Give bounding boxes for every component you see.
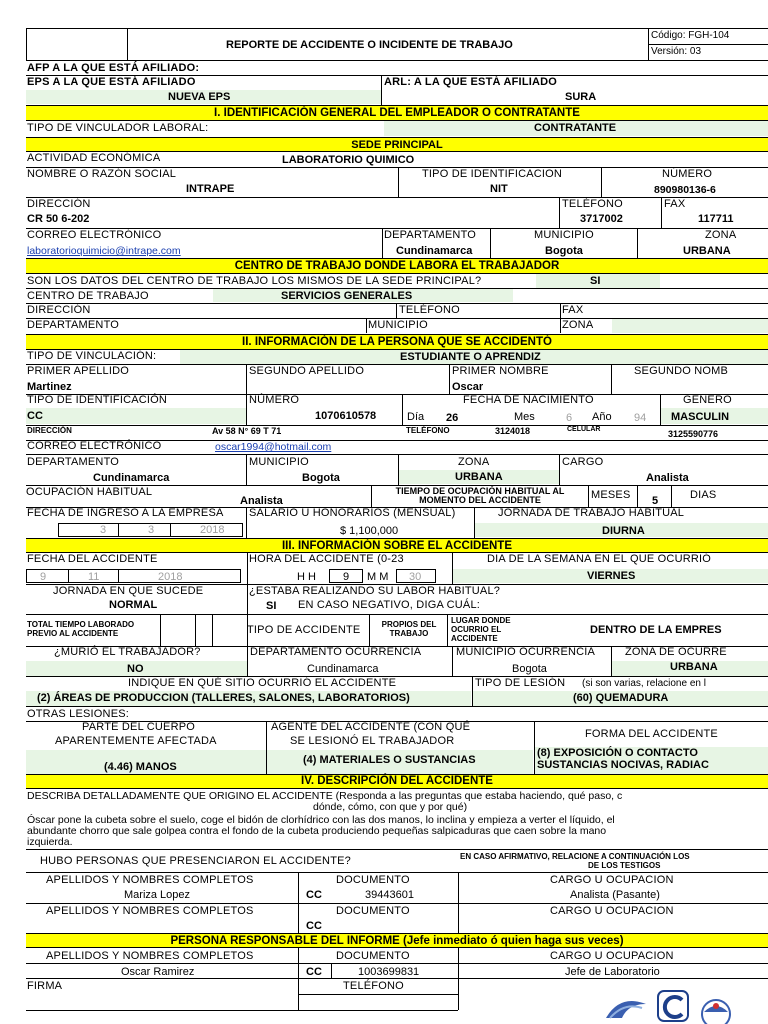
col-line	[195, 614, 196, 646]
row-line	[26, 872, 768, 873]
zona-ocurrencia-label: ZONA DE OCURRE	[625, 646, 727, 658]
empleador-depto-label: DEPARTAMENTO	[384, 229, 477, 241]
testigo-1-cargo: Analista (Pasante)	[570, 889, 660, 901]
parte-cuerpo-value: (4.46) MANOS	[104, 761, 177, 773]
col-line	[247, 553, 248, 584]
persona-zona-value: URBANA	[455, 471, 503, 483]
col-line	[447, 614, 448, 646]
header-divider	[648, 44, 768, 45]
col-line	[381, 75, 382, 105]
testigo-1-tipo: CC	[306, 889, 322, 901]
responsable-title: PERSONA RESPONSABLE DEL INFORME (Jefe inmediato ó quien haga sus veces)	[170, 935, 624, 947]
testigo-2-nombre-label: APELLIDOS Y NOMBRES COMPLETOS	[46, 905, 254, 917]
fecha-mes-value: 11	[88, 571, 100, 583]
col-line	[118, 523, 119, 537]
responsable-tipo: CC	[306, 966, 322, 978]
testigo-1-cargo-label: CARGO U OCUPACION	[550, 874, 674, 886]
col-line	[160, 614, 161, 646]
municipio-ocurrencia-label: MUNICIPIO OCURRENCIA	[456, 646, 596, 658]
fecha-ingreso-label: FECHA DE INGRESO A LA EMPRESA	[27, 507, 224, 519]
empleador-telefono-label: TELÉFONO	[562, 198, 623, 210]
col-line	[331, 963, 332, 978]
logo-right-icon	[702, 1000, 730, 1024]
section-3-title: III. INFORMACIÓN SOBRE EL ACCIDENTE	[281, 540, 512, 552]
empleador-numero-label: NÚMERO	[662, 168, 713, 180]
testigo-1-nombre-label: APELLIDOS Y NOMBRES COMPLETOS	[46, 874, 254, 886]
col-line	[246, 454, 247, 485]
hh-label: H H	[297, 571, 316, 583]
responsable-doc-label: DOCUMENTO	[336, 950, 410, 962]
municipio-ocurrencia-value: Bogota	[512, 663, 547, 675]
row-line	[298, 994, 458, 995]
ocupacion-label: OCUPACIÓN HABITUAL	[26, 486, 153, 498]
cargo-label: CARGO	[562, 456, 604, 468]
zona-ocurrencia-value: URBANA	[670, 661, 718, 673]
centro-municipio-label: MUNICIPIO	[368, 319, 428, 331]
centro-fax-label: FAX	[562, 304, 584, 316]
row-line	[26, 425, 768, 426]
report-title: REPORTE DE ACCIDENTE O INCIDENTE DE TRABAJO	[226, 39, 513, 51]
descripcion-texto-3: izquierda.	[27, 836, 73, 848]
forma-label: FORMA DEL ACCIDENTE	[585, 728, 718, 740]
ingreso-mes-value: 3	[148, 524, 155, 536]
persona-municipio-label: MUNICIPIO	[249, 456, 309, 468]
persona-tipo-id-label: TIPO DE IDENTIFICACIÓN	[27, 394, 168, 406]
tipo-lesion-value: (60) QUEMADURA	[573, 692, 669, 704]
empleador-correo-label: CORREO ELECTRÓNICO	[27, 229, 162, 241]
empleador-direccion-label: DIRECCIÓN	[27, 198, 91, 210]
persona-tipo-vinc-value: ESTUDIANTE O APRENDIZ	[400, 351, 541, 363]
agente-value: (4) MATERIALES O SUSTANCIAS	[303, 754, 476, 766]
jornada-value: DIURNA	[602, 525, 645, 537]
labor-habitual-label: ¿ESTABA REALIZANDO SU LABOR HABITUAL?	[249, 585, 501, 597]
responsable-cargo-label: CARGO U OCUPACION	[550, 950, 674, 962]
primer-apellido-value: Martinez	[27, 381, 72, 393]
col-line	[637, 485, 638, 507]
col-line	[170, 523, 171, 537]
col-line	[559, 454, 560, 485]
persona-numero-value: 1070610578	[315, 410, 377, 422]
col-line	[246, 507, 247, 538]
persona-direccion-label: DIRECCIÓN	[27, 426, 72, 435]
col-line	[247, 584, 248, 614]
empleador-fax-value: 117711	[698, 213, 734, 225]
col-line	[212, 614, 213, 646]
centro-depto-label: DEPARTAMENTO	[27, 319, 120, 331]
primer-apellido-label: PRIMER APELLIDO	[27, 365, 130, 377]
section-4-title: IV. DESCRIPCIÓN DEL ACCIDENTE	[301, 775, 493, 787]
responsable-cargo: Jefe de Laboratorio	[565, 966, 660, 978]
testigo-1-doc: 39443601	[365, 889, 414, 901]
centro-zona-field[interactable]	[612, 319, 768, 333]
hh-value: 9	[343, 571, 350, 583]
fecha-dia-value: 9	[40, 571, 47, 583]
agente-label-2: SE LESIONÓ EL TRABAJADOR	[290, 735, 455, 747]
arl-label: ARL: A LA QUE ESTÁ AFILIADO	[384, 76, 558, 88]
header-divider	[127, 28, 128, 61]
centro-telefono-label: TELÉFONO	[399, 304, 460, 316]
meses-label: MESES	[591, 489, 631, 501]
mismos-datos-value: SI	[590, 275, 601, 287]
razon-social-value: INTRAPE	[186, 183, 235, 195]
institution-logos	[600, 988, 768, 1024]
col-line	[247, 646, 248, 676]
col-line	[637, 228, 638, 258]
col-line	[118, 569, 119, 583]
col-line	[402, 394, 403, 426]
col-line	[661, 197, 662, 228]
tiempo-ocupacion-label: TIEMPO DE OCUPACIÓN HABITUAL AL MOMENTO DEL ACCIDENTE	[395, 486, 565, 505]
parte-cuerpo-label-2: APARENTEMENTE AFECTADA	[55, 735, 217, 747]
empleador-municipio-label: MUNICIPIO	[534, 229, 594, 241]
depto-ocurrencia-label: DEPARTAMENTO OCURRENCIA	[250, 646, 422, 658]
persona-tipo-vinc-label: TIPO DE VINCULACIÓN:	[27, 350, 157, 362]
agente-label: AGENTE DEL ACCIDENTE (CON QUÉ	[271, 721, 471, 733]
ocupacion-value: Analista	[240, 495, 283, 507]
celular-label: CELULAR	[567, 426, 601, 433]
col-line	[449, 364, 450, 394]
testigo-1-nombre: Mariza Lopez	[124, 889, 191, 901]
forma-value-1: (8) EXPOSICIÓN O CONTACTO	[537, 747, 698, 759]
segundo-apellido-label: SEGUNDO APELLIDO	[249, 365, 365, 377]
genero-label: GENERO	[683, 394, 732, 406]
razon-social-label: NOMBRE O RAZÓN SOCIAL	[27, 168, 177, 180]
sede-title: SEDE PRINCIPAL	[351, 139, 443, 151]
empleador-zona-label: ZONA	[705, 229, 737, 241]
persona-tipo-id-value: CC	[27, 410, 43, 422]
caso-negativo-label: EN CASO NEGATIVO, DIGA CUÁL:	[298, 599, 481, 611]
eps-label: EPS A LA QUE ESTÁ AFILIADO	[27, 76, 196, 88]
responsable-telefono-label: TELÉFONO	[343, 980, 404, 992]
empleador-tipo-id-label: TIPO DE IDENTIFICACION	[422, 168, 563, 180]
empleador-tipo-id-value: NIT	[490, 183, 508, 195]
dia-semana-label: DIA DE LA SEMANA EN EL QUE OCURRIÓ	[487, 553, 712, 565]
row-line	[26, 849, 768, 850]
persona-telefono-value: 3124018	[495, 426, 531, 436]
mm-value: 30	[409, 571, 422, 583]
persona-direccion-value: Av 58 N° 69 T 71	[212, 426, 282, 436]
centro-trabajo-value: SERVICIOS GENERALES	[281, 290, 413, 302]
ano-label: Año	[592, 411, 612, 423]
ano-value: 94	[634, 412, 647, 424]
tipo-lesion-note: (si son varias, relacione en l	[582, 678, 706, 689]
centro-title: CENTRO DE TRABAJO DONDE LABORA EL TRABAJADOR	[234, 260, 560, 272]
row-line	[26, 454, 768, 455]
row-line	[26, 303, 768, 304]
empleador-telefono-value: 3717002	[580, 213, 623, 225]
empleador-fax-label: FAX	[664, 198, 686, 210]
testigo-2-doc-label: DOCUMENTO	[336, 905, 410, 917]
empleador-correo-link[interactable]: laboratorioquimicio@intrape.com	[27, 245, 181, 257]
mes-label: Mes	[514, 411, 535, 423]
col-line	[560, 318, 561, 333]
jornada-label: JORNADA DE TRABAJO HABITUAL	[498, 507, 685, 519]
col-line	[452, 646, 453, 676]
empleador-direccion-value: CR 50 6-202	[27, 213, 90, 225]
dias-label: DIAS	[690, 489, 717, 501]
afp-label: AFP A LA QUE ESTÁ AFILIADO:	[27, 62, 200, 74]
col-line	[560, 303, 561, 318]
fecha-ano-value: 2018	[158, 571, 183, 583]
murio-value: NO	[127, 663, 144, 675]
tipo-vinculador-label: TIPO DE VINCULADOR LABORAL:	[27, 122, 209, 134]
jornada-sucede-label: JORNADA EN QUE SUCEDE	[53, 585, 204, 597]
tipo-lesion-label: TIPO DE LESIÓN	[475, 677, 566, 689]
salario-label: SALARIO U HONORARIOS (MENSUAL)	[249, 507, 456, 519]
jornada-sucede-value: NORMAL	[109, 599, 158, 611]
descripcion-texto-1: Óscar pone la cubeta sobre el suelo, coge el bidón de clorhídrico con las dos manos, lo inclina y empieza a verter el líquido, el	[27, 814, 615, 826]
centro-zona-label: ZONA	[562, 319, 594, 331]
persona-correo-link[interactable]: oscar1994@hotmail.com	[215, 441, 332, 453]
ingreso-ano-value: 2018	[200, 524, 225, 536]
hora-label: HORA DEL ACCIDENTE (0-23	[249, 553, 404, 565]
col-line	[490, 228, 491, 258]
centro-direccion-label: DIRECCIÓN	[27, 304, 91, 316]
persona-telefono-label: TELÉFONO	[406, 426, 450, 435]
fecha-accidente-label: FECHA DEL ACCIDENTE	[27, 553, 158, 565]
fecha-nac-label: FECHA DE NACIMIENTO	[463, 394, 594, 406]
primer-nombre-value: Oscar	[452, 381, 484, 393]
row-line	[26, 706, 768, 707]
form-code: Código: FGH-104	[651, 30, 730, 41]
depto-ocurrencia-value: Cundinamarca	[307, 663, 379, 675]
dia-value: 26	[446, 412, 459, 424]
firma-label: FIRMA	[27, 980, 63, 992]
responsable-nombre: Oscar Ramirez	[121, 966, 195, 978]
testigo-1-doc-label: DOCUMENTO	[336, 874, 410, 886]
fecha-accidente-field[interactable]	[26, 569, 241, 583]
persona-depto-value: Cundinamarca	[93, 472, 170, 484]
persona-municipio-value: Bogota	[302, 472, 340, 484]
persona-zona-label: ZONA	[458, 456, 490, 468]
tipo-vinculador-value: CONTRATANTE	[534, 122, 617, 134]
col-line	[611, 364, 612, 394]
mm-label: M M	[367, 571, 389, 583]
persona-tipo-id-field[interactable]	[26, 408, 246, 424]
col-line	[458, 948, 459, 1010]
descripcion-prompt: DESCRIBA DETALLADAMENTE QUE ORIGINO EL ACCIDENTE (Responda a las preguntas que estaba haciendo, qué paso, c	[27, 790, 623, 802]
row-line	[26, 978, 768, 979]
empleador-numero-value: 890980136-6	[654, 184, 716, 196]
logo-center-icon	[658, 991, 688, 1021]
segundo-nombre-label: SEGUNDO NOMB	[634, 365, 729, 377]
col-line	[369, 614, 370, 646]
col-line	[458, 872, 459, 934]
centro-trabajo-label: CENTRO DE TRABAJO	[27, 290, 149, 302]
murio-label: ¿MURIÓ EL TRABAJADOR?	[54, 646, 201, 658]
testigo-2-tipo: CC	[306, 920, 322, 932]
otras-lesiones-label: OTRAS LESIONES:	[27, 708, 130, 720]
col-line	[366, 318, 367, 333]
row-line	[26, 1010, 458, 1011]
sitio-value: (2) ÁREAS DE PRODUCCION (TALLERES, SALONES, LABORATORIOS)	[37, 692, 410, 704]
descripcion-prompt-2: dónde, cómo, con que y por qué)	[313, 801, 468, 813]
sitio-label: INDIQUE EN QUÉ SITIO OCURRIÓ EL ACCIDENTE	[128, 677, 397, 689]
col-line	[68, 569, 69, 583]
logo-left-icon	[606, 1001, 646, 1018]
row-line	[26, 903, 768, 904]
parte-cuerpo-label: PARTE DEL CUERPO	[82, 721, 196, 733]
persona-depto-label: DEPARTAMENTO	[27, 456, 120, 468]
primer-nombre-label: PRIMER NOMBRE	[452, 365, 549, 377]
actividad-label: ACTIVIDAD ECONÓMICA	[27, 152, 161, 164]
testigo-2-cargo-label: CARGO U OCUPACION	[550, 905, 674, 917]
mes-value: 6	[566, 412, 573, 424]
row-line	[26, 614, 768, 615]
col-line	[671, 485, 672, 507]
col-line	[246, 364, 247, 394]
col-line	[298, 872, 299, 934]
persona-numero-label: NÚMERO	[249, 394, 300, 406]
empleador-depto-value: Cundinamarca	[396, 245, 473, 257]
row-line	[26, 197, 768, 198]
eps-value: NUEVA EPS	[168, 91, 231, 103]
mismos-datos-label: SON LOS DATOS DEL CENTRO DE TRABAJO LOS MISMOS DE LA SEDE PRINCIPAL?	[27, 275, 482, 287]
lugar-value: DENTRO DE LA EMPRES	[590, 624, 722, 636]
lugar-label: LUGAR DONDE OCURRIO EL ACCIDENTE	[451, 616, 511, 643]
testigos-nota-2: DE LOS TESTIGOS	[588, 861, 661, 870]
cargo-value: Analista	[646, 472, 689, 484]
section-1-title: I. IDENTIFICACIÓN GENERAL DEL EMPLEADOR O CONTRATANTE	[214, 107, 580, 119]
row-line	[26, 963, 768, 964]
propios-trabajo-label: PROPIOS DEL TRABAJO	[381, 620, 437, 638]
col-line	[371, 485, 372, 507]
testigos-nota: EN CASO AFIRMATIVO, RELACIONE A CONTINUACIÓN LOS	[460, 852, 690, 861]
descripcion-texto-2: abundante chorro que sale golpea contra el fondo de la cubeta produciendo pequeñas salpicaduras que caen sobre la mano	[27, 825, 607, 837]
actividad-value: LABORATORIO QUIMICO	[282, 154, 415, 166]
dia-semana-value: VIERNES	[587, 570, 636, 582]
dia-label: Día	[407, 411, 425, 423]
empleador-municipio-value: Bogota	[545, 245, 583, 257]
col-line	[298, 948, 299, 1010]
form-version: Versión: 03	[651, 46, 702, 57]
ingreso-dia-value: 3	[100, 524, 107, 536]
genero-value: MASCULIN	[671, 411, 730, 423]
forma-value-2: SUSTANCIAS NOCIVAS, RADIAC	[537, 759, 709, 771]
section-2-title: II. INFORMACIÓN DE LA PERSONA QUE SE ACCIDENTÓ	[242, 336, 552, 348]
persona-correo-label: CORREO ELECTRÓNICO	[27, 440, 162, 452]
testigos-pregunta: HUBO PERSONAS QUE PRESENCIARON EL ACCIDENTE?	[40, 855, 351, 867]
labor-habitual-value: SI	[266, 600, 277, 612]
col-line	[559, 197, 560, 228]
col-line	[601, 167, 602, 197]
empleador-zona-value: URBANA	[683, 245, 731, 257]
col-line	[382, 228, 383, 258]
salario-value: $ 1,100,000	[340, 525, 399, 537]
col-line	[246, 394, 247, 426]
col-line	[396, 303, 397, 318]
responsable-nombre-label: APELLIDOS Y NOMBRES COMPLETOS	[46, 950, 254, 962]
col-line	[588, 485, 589, 507]
col-line	[398, 167, 399, 197]
tiempo-laborado-label: TOTAL TIEMPO LABORADO PREVIO AL ACCIDENTE	[27, 620, 135, 638]
responsable-doc: 1003699831	[358, 966, 420, 978]
meses-value: 5	[652, 495, 659, 507]
arl-value: SURA	[565, 91, 597, 103]
tipo-accidente-label: TIPO DE ACCIDENTE	[247, 624, 361, 636]
celular-value: 3125590776	[668, 429, 719, 439]
